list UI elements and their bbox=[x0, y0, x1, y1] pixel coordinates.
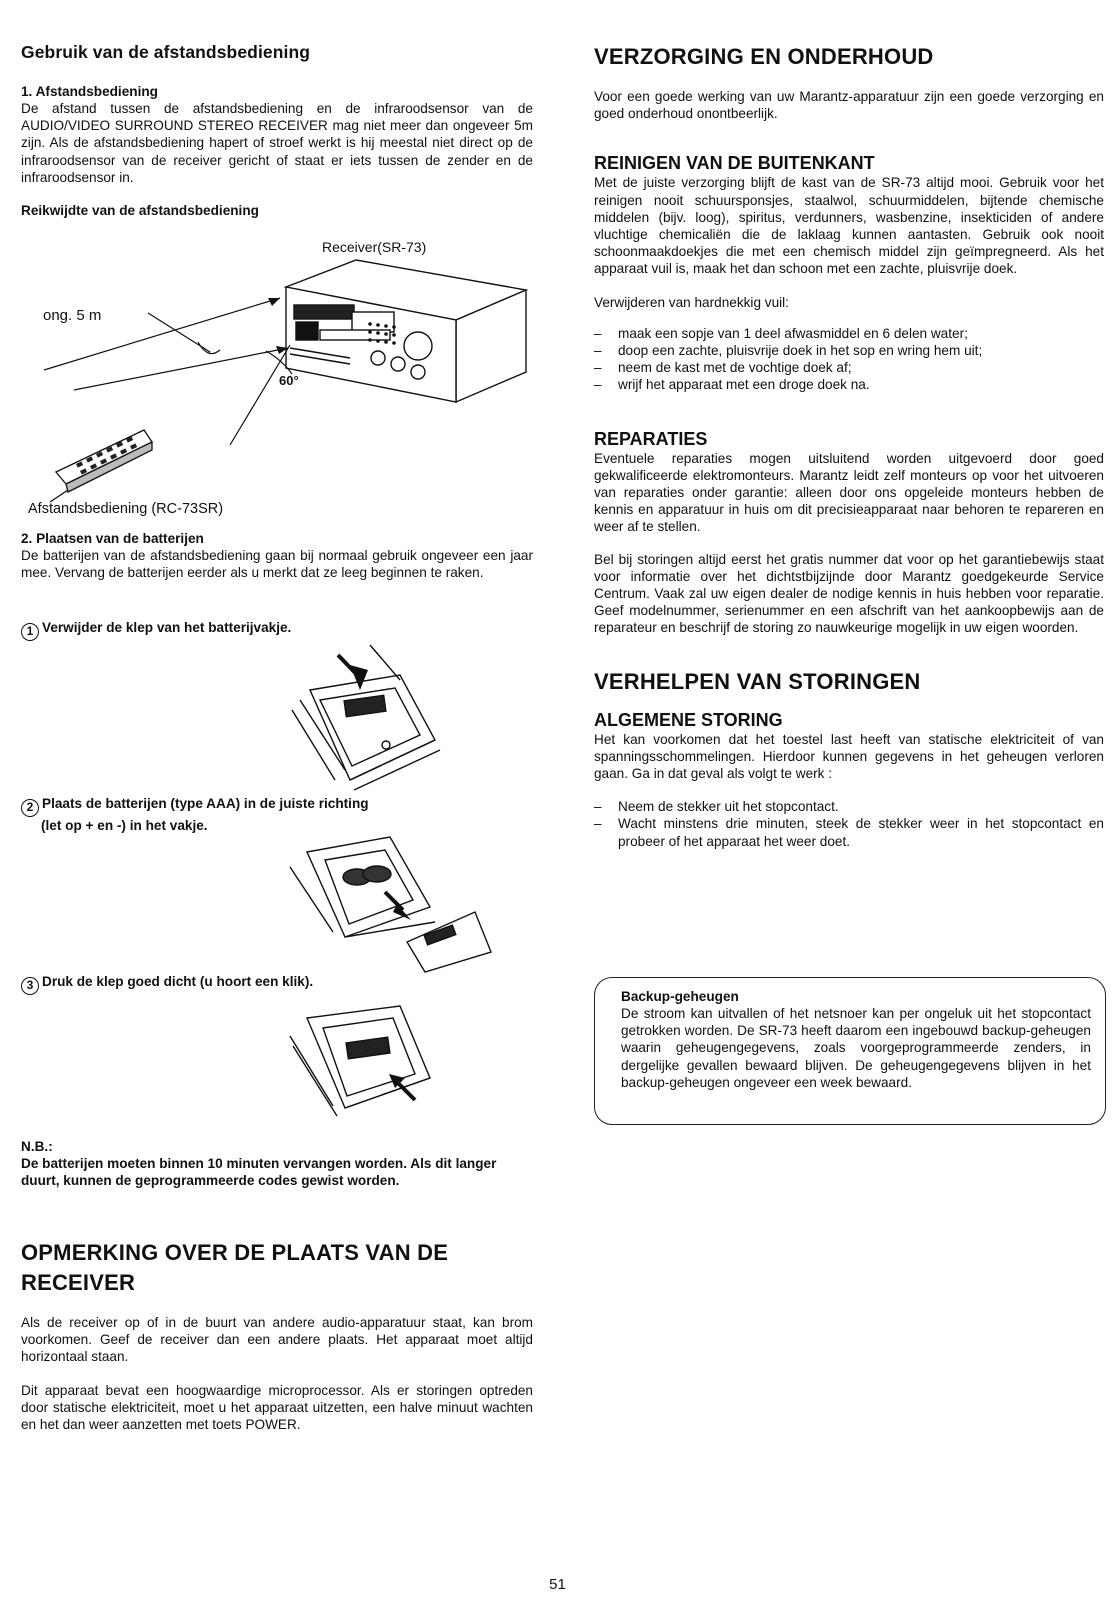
angle-label: 60° bbox=[279, 373, 299, 388]
list-item: – wrijf het apparaat met een droge doek na. bbox=[594, 376, 1104, 393]
step-1-number: 1 bbox=[21, 623, 39, 641]
step-1 bbox=[21, 619, 291, 641]
step-3-text: Druk de klep goed dicht (u hoort een klik). bbox=[42, 974, 314, 989]
remote-usage-heading: Gebruik van de afstandsbediening bbox=[21, 42, 311, 62]
clean-text: Met de juiste verzorging blijft de kast van de SR-73 altijd mooi. Gebruik voor het reinigen nooit schuursponsjes, staalwol, schuurmiddelen, bijtende chemische middelen (bijv. loog), spiritus, verdunners, wasbenzine, insekticiden of andere vluchtige chemicaliën die de laklaag kunnen aantasten. Gebruik ook nooit schoonmaakdoekjes die met een chemisch middel zijn geïmpregneerd. Als het apparaat vuil is, maak het dan schoon met een zachte, pluisvrije doek. bbox=[594, 175, 1104, 277]
stains-intro: Verwijderen van hardnekkig vuil: bbox=[594, 294, 789, 310]
section-2-title: 2. Plaatsen van de batterijen bbox=[21, 531, 204, 546]
step-3-number: 3 bbox=[21, 977, 39, 995]
list-item: – doop een zachte, pluisvrije doek in het sop en wring hem uit; bbox=[594, 342, 1104, 359]
receiver-illustration bbox=[286, 260, 526, 402]
placement-section bbox=[21, 1238, 533, 1433]
right-column bbox=[594, 42, 1104, 850]
list-item: – Wacht minstens drie minuten, steek de stekker weer in het stopcontact en probeer of het apparaat het weer doet. bbox=[594, 815, 1104, 849]
distance-label: ong. 5 m bbox=[43, 307, 102, 324]
list-item: – maak een sopje van 1 deel afwasmiddel en 6 delen water; bbox=[594, 325, 1104, 342]
batteries-section bbox=[21, 530, 533, 581]
section-2-text: De batterijen van de afstandsbediening gaan bij normaal gebruik ongeveer een jaar mee. Vervang de batterijen eerder als u merkt dat ze leeg beginnen te raken. bbox=[21, 548, 533, 581]
backup-title: Backup-geheugen bbox=[621, 989, 739, 1004]
general-heading: ALGEMENE STORING bbox=[594, 709, 783, 730]
battery-figure-1 bbox=[290, 640, 470, 795]
nb-section bbox=[21, 1138, 533, 1190]
general-text: Het kan voorkomen dat het toestel last heeft van statische elektriciteit of van spanningsschommelingen. Hierdoor kunnen gegevens in het geheugen verloren gaan. Ga in dat geval als volgt te werk : bbox=[594, 731, 1104, 782]
remote-label: Afstandsbediening (RC-73SR) bbox=[28, 501, 224, 517]
trouble-heading: VERHELPEN VAN STORINGEN bbox=[594, 668, 921, 694]
step-1-text: Verwijder de klep van het batterijvakje. bbox=[42, 620, 292, 635]
remote-illustration bbox=[50, 430, 152, 502]
section-1-title: 1. Afstandsbediening bbox=[21, 84, 158, 99]
range-title: Reikwijdte van de afstandsbediening bbox=[21, 203, 259, 219]
clean-heading: REINIGEN VAN DE BUITENKANT bbox=[594, 153, 875, 174]
repair-heading: REPARATIES bbox=[594, 428, 708, 449]
list-item: – Neem de stekker uit het stopcontact. bbox=[594, 798, 1104, 815]
page-number: 51 bbox=[549, 1576, 566, 1593]
general-steps bbox=[594, 798, 1104, 850]
battery-figure-3 bbox=[285, 988, 465, 1128]
stains-steps bbox=[594, 325, 1104, 394]
backup-text: De stroom kan uitvallen of het netsnoer kan per ongeluk uit het stopcontact getrokken worden. De SR-73 heeft daarom een ingebouwd backup-geheugen waarin geheugengegevens, zoals voorgeprogrammeerde zenders, in dergelijke gevallen bewaard blijven. De geheugengegevens blijven in het backup-geheugen ongeveer een week bewaard. bbox=[621, 1006, 1091, 1090]
step-2-text-line-1: Plaats de batterijen (type AAA) in de juiste richting bbox=[42, 796, 369, 811]
step-2-number: 2 bbox=[21, 799, 39, 817]
placement-heading: OPMERKING OVER DE PLAATS VAN DE RECEIVER bbox=[21, 1240, 449, 1295]
list-item: – neem de kast met de vochtige doek af; bbox=[594, 359, 1104, 376]
placement-paragraph-1: Als de receiver op of in de buurt van andere audio-apparatuur staat, kan brom voorkomen. Geef de receiver dan een andere plaats. Het apparaat moet altijd horizontaal staan. bbox=[21, 1315, 533, 1365]
placement-paragraph-2: Dit apparaat bevat een hoogwaardige microprocessor. Als er storingen optreden door statische elektriciteit, moet u het apparaat uitzetten, een halve minuut wachten en het dan weer aanzetten met toets POWER. bbox=[21, 1382, 533, 1433]
range-diagram bbox=[20, 250, 530, 505]
receiver-label: Receiver(SR-73) bbox=[322, 239, 427, 255]
step-3 bbox=[21, 973, 313, 995]
care-intro: Voor een goede werking van uw Marantz-apparatuur zijn een goede verzorging en goed onderhoud onontbeerlijk. bbox=[594, 89, 1104, 122]
repair-paragraph-2: Bel bij storingen altijd eerst het gratis nummer dat voor op het garantiebewijs staat voor informatie over het dichtstbijzijnde door Marantz goedgekeurde Service Centrum. Vaak zal uw eigen dealer de nodige kennis in huis hebben voor reparatie. Geef modelnummer, serienummer en een afschrift van het aankoopbewijs aan de reparateur en beschrijf de storing zo nauwkeurige mogelijk in uw eigen woorden. bbox=[594, 551, 1104, 636]
nb-text: De batterijen moeten binnen 10 minuten vervangen worden. Als dit langer duurt, kunnen de geprogrammeerde codes gewist worden. bbox=[21, 1156, 497, 1189]
nb-label: N.B.: bbox=[21, 1139, 53, 1154]
care-heading: VERZORGING EN ONDERHOUD bbox=[594, 44, 934, 69]
section-1-text: De afstand tussen de afstandsbediening en de infraroodsensor van de AUDIO/VIDEO SURROUND STEREO RECEIVER mag niet meer dan ongeveer 5m zijn. Als de afstandsbediening hapert of stroef werkt is hij meestal niet direct op de infraroodsensor van de receiver gericht of staat er iets tussen de zender en de infraroodsensor in. bbox=[21, 101, 533, 185]
backup-memory-box bbox=[594, 977, 1106, 1125]
repair-paragraph-1: Eventuele reparaties mogen uitsluitend worden uitgevoerd door goed gekwalificeerde elektromonteurs. Marantz leidt zelf monteurs op voor het uitvoeren van reparaties onder garantie: alleen door ons opgeleide monteurs hebben de kennis en apparatuur in huis om dit precisieapparaat naar behoren te repareren en weer af te stellen. bbox=[594, 450, 1104, 535]
battery-figure-2 bbox=[285, 812, 500, 984]
step-2-text-line-2: (let op + en -) in het vakje. bbox=[41, 818, 208, 833]
left-column bbox=[21, 42, 533, 219]
